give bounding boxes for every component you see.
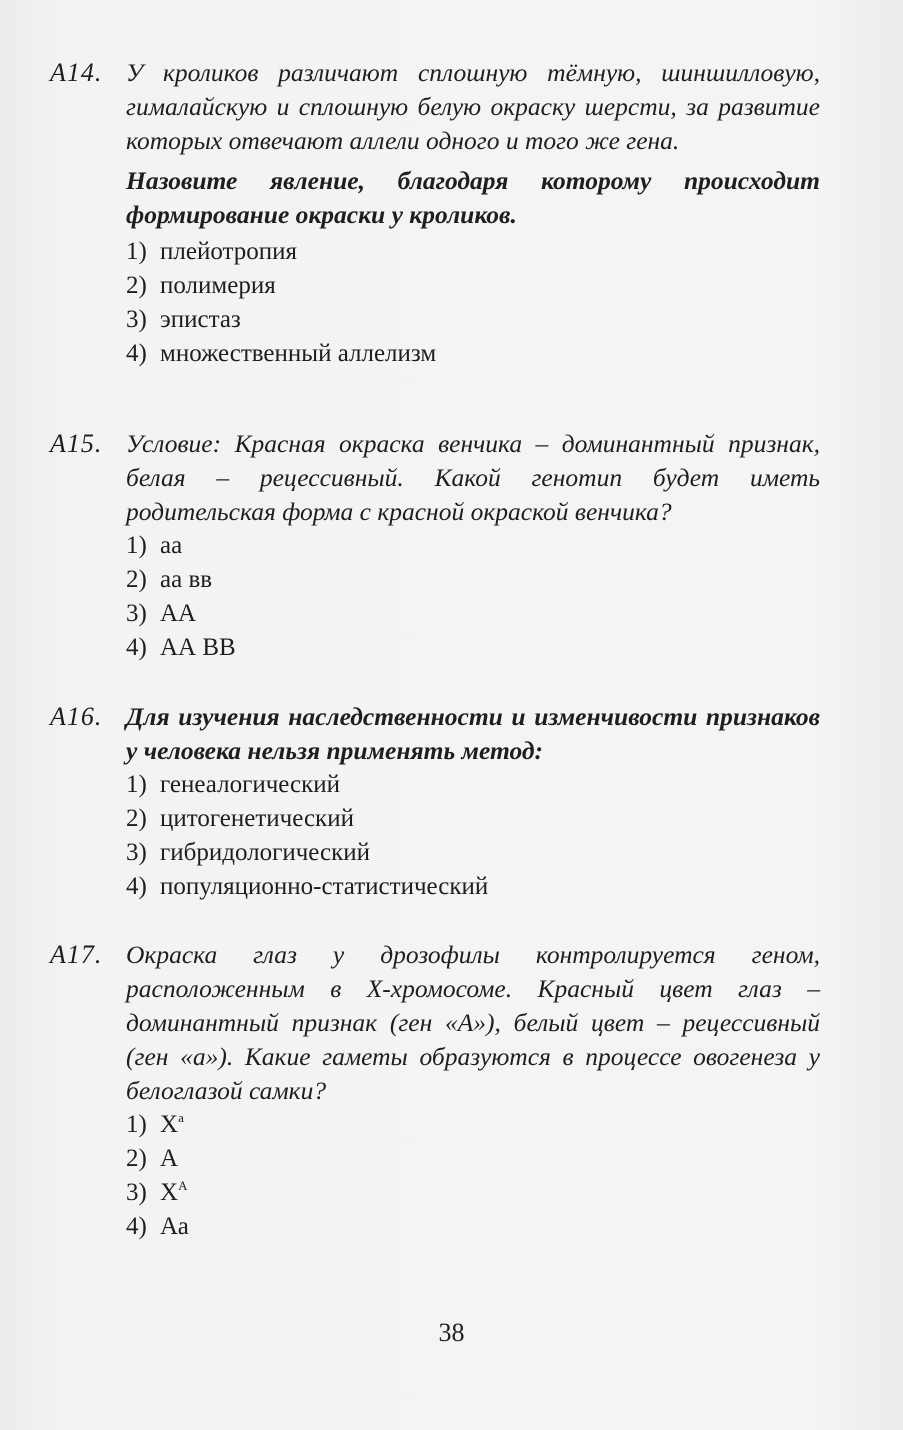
option-2[interactable] [126, 563, 820, 597]
options-list [126, 529, 820, 665]
option-4[interactable] [126, 631, 820, 665]
question-number: А17. [50, 940, 103, 969]
options-list [126, 235, 820, 371]
option-number: 2) [126, 272, 147, 299]
allele-superscript: а [178, 1110, 184, 1125]
gamete-symbol: Х [160, 1111, 179, 1138]
option-number: 3) [126, 1179, 147, 1206]
option-number: 4) [126, 340, 147, 367]
option-text: полимерия [160, 272, 276, 299]
option-text: цитогенетический [160, 805, 354, 832]
question-a17 [50, 938, 850, 1244]
question-text: У кроликов различают сплошную тёмную, шиншилловую, гималайскую и сплошную белую окраску шерсти, за развитие которых отвечают аллели одного и того же гена. [126, 58, 820, 155]
option-text [160, 1108, 184, 1142]
option-1[interactable] [126, 235, 820, 269]
question-a16 [50, 700, 850, 904]
options-list [126, 1108, 820, 1244]
option-number: 4) [126, 1213, 147, 1240]
question-prompt: Для изучения наследственности и изменчивости признаков у человека нельзя применять метод: [126, 702, 820, 765]
option-number: 3) [126, 600, 147, 627]
options-list [126, 768, 820, 904]
option-4[interactable] [126, 1210, 820, 1244]
question-prompt: Назовите явление, благодаря которому происходит формирование окраски у кроликов. [126, 166, 820, 229]
option-number: 2) [126, 1145, 147, 1172]
page-number: 38 [438, 1318, 465, 1347]
option-1[interactable] [126, 768, 820, 802]
question-number: А16. [50, 702, 103, 731]
option-text: эпистаз [160, 306, 241, 333]
option-number: 1) [126, 771, 147, 798]
option-number: 3) [126, 839, 147, 866]
option-number: 1) [126, 238, 147, 265]
option-4[interactable] [126, 337, 820, 371]
question-a15 [50, 427, 850, 665]
option-number: 4) [126, 634, 147, 661]
option-text: гибридологический [160, 839, 371, 866]
question-number: А14. [50, 58, 103, 87]
option-1[interactable] [126, 529, 820, 563]
option-4[interactable] [126, 870, 820, 904]
option-text: плейотропия [160, 238, 297, 265]
option-3[interactable] [126, 303, 820, 337]
option-2[interactable] [126, 802, 820, 836]
option-2[interactable] [126, 269, 820, 303]
question-text: Окраска глаз у дрозофилы контролируется геном, расположенным в Х-хромосоме. Красный цвет глаз – доминантный признак (ген «А»), белый цвет – рецессивный (ген «а»). Какие гаметы образуются в процессе овогенеза у белоглазой самки? [126, 940, 820, 1105]
question-a14 [50, 56, 850, 371]
option-2[interactable] [126, 1142, 820, 1176]
option-number: 1) [126, 532, 147, 559]
option-text: АА ВВ [160, 634, 236, 661]
option-text: АА [160, 600, 197, 627]
question-number: А15. [50, 429, 103, 458]
option-number: 4) [126, 873, 147, 900]
option-text: Аа [160, 1213, 189, 1240]
option-3[interactable] [126, 1176, 820, 1210]
allele-superscript: А [178, 1178, 188, 1193]
option-number: 3) [126, 306, 147, 333]
option-number: 2) [126, 805, 147, 832]
option-text: множественный аллелизм [160, 340, 437, 367]
option-text: популяционно-статистический [160, 873, 489, 900]
question-text: Условие: Красная окраска венчика – доминантный признак, белая – рецессивный. Какой генотип будет иметь родительская форма с красной окраской венчика? [126, 429, 820, 526]
option-text: генеалогический [160, 771, 341, 798]
option-3[interactable] [126, 836, 820, 870]
option-text: аа вв [160, 566, 213, 593]
option-text: А [160, 1145, 179, 1172]
option-1[interactable] [126, 1108, 820, 1142]
option-3[interactable] [126, 597, 820, 631]
option-text: аа [160, 532, 183, 559]
option-number: 1) [126, 1111, 147, 1138]
option-text [160, 1176, 187, 1210]
option-number: 2) [126, 566, 147, 593]
gamete-symbol: Х [160, 1179, 179, 1206]
